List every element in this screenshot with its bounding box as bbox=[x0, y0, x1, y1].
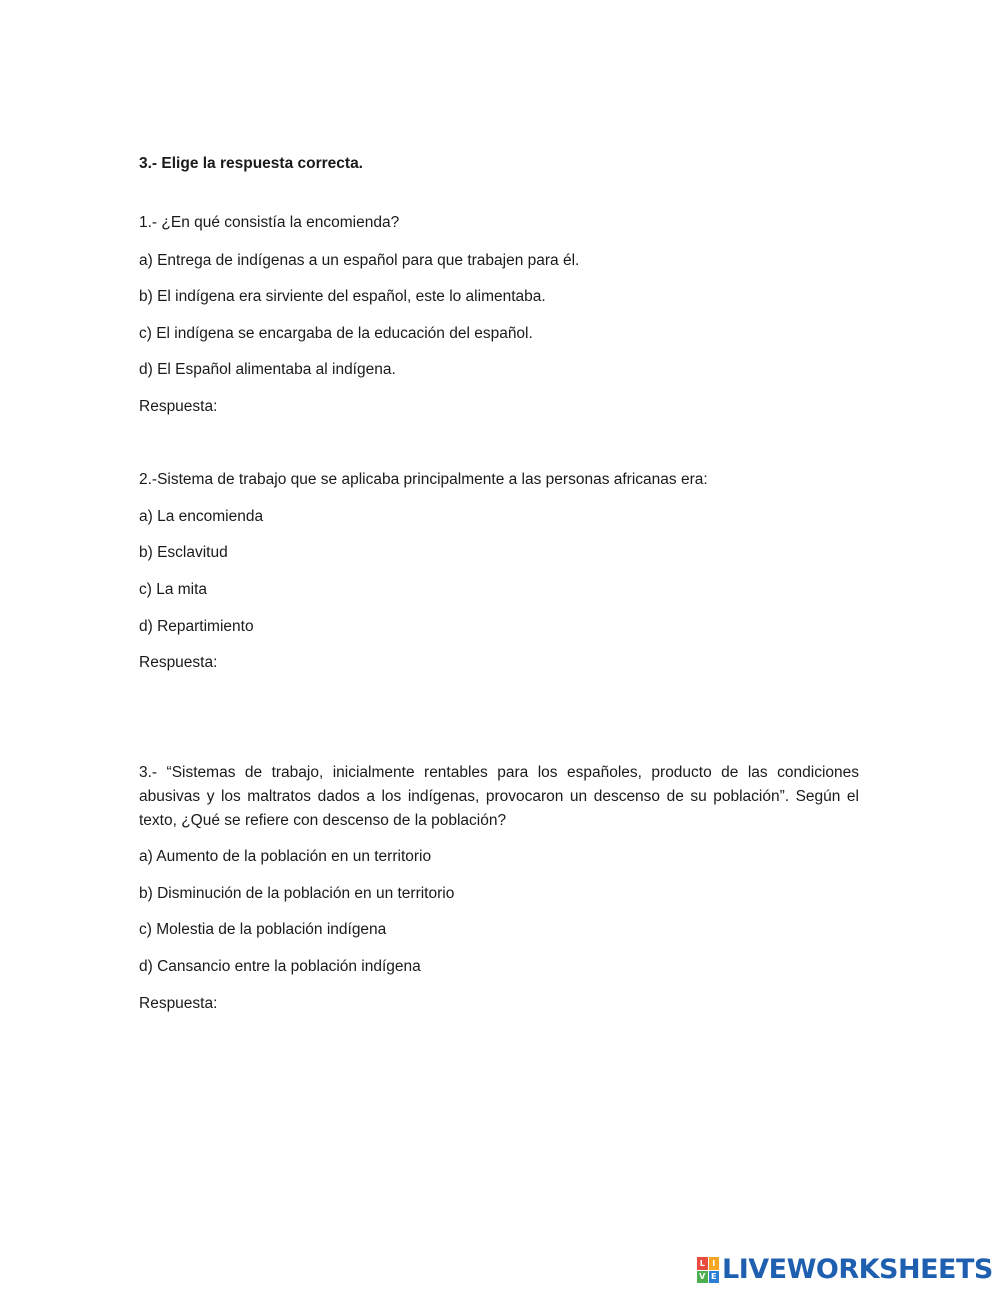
question-3-option-c: c) Molestia de la población indígena bbox=[139, 921, 387, 938]
question-1-option-a: a) Entrega de indígenas a un español para que trabajen para él. bbox=[139, 252, 580, 269]
question-2-option-c: c) La mita bbox=[139, 581, 208, 598]
question-2-answer-label: Respuesta: bbox=[139, 654, 218, 671]
question-3-text: 3.- “Sistemas de trabajo, inicialmente rentables para los españoles, producto de las condiciones abusivas y los maltratos dados a los indígenas, provocaron un descenso de su población”. Según el texto, ¿Qué se refiere con descenso de la población? bbox=[139, 764, 859, 829]
question-1-answer-label: Respuesta: bbox=[139, 398, 218, 415]
question-2-text: 2.-Sistema de trabajo que se aplicaba principalmente a las personas africanas era: bbox=[139, 471, 708, 488]
question-1-option-c: c) El indígena se encargaba de la educación del español. bbox=[139, 325, 533, 342]
question-2-option-b: b) Esclavitud bbox=[139, 544, 228, 561]
question-3-option-a: a) Aumento de la población en un territorio bbox=[139, 848, 432, 865]
question-3-option-d: d) Cansancio entre la población indígena bbox=[139, 958, 421, 975]
question-1-option-b: b) El indígena era sirviente del español, este lo alimentaba. bbox=[139, 288, 546, 305]
logo-badge-letter: E bbox=[709, 1271, 720, 1284]
question-1-option-d: d) El Español alimentaba al indígena. bbox=[139, 361, 396, 378]
logo-badge-letter: I bbox=[709, 1257, 720, 1270]
question-1-text: 1.- ¿En qué consistía la encomienda? bbox=[139, 214, 400, 231]
question-3-answer-label: Respuesta: bbox=[139, 995, 218, 1012]
logo-text: LIVEWORKSHEETS bbox=[722, 1254, 993, 1285]
logo-badge-icon bbox=[697, 1257, 719, 1283]
question-2-option-a: a) La encomienda bbox=[139, 508, 264, 525]
logo-badge-letter: L bbox=[697, 1257, 708, 1270]
liveworksheets-logo bbox=[697, 1255, 993, 1285]
logo-badge-letter: V bbox=[697, 1271, 708, 1284]
question-2-option-d: d) Repartimiento bbox=[139, 618, 254, 635]
question-3-option-b: b) Disminución de la población en un territorio bbox=[139, 885, 455, 902]
section-title: 3.- Elige la respuesta correcta. bbox=[139, 155, 363, 172]
